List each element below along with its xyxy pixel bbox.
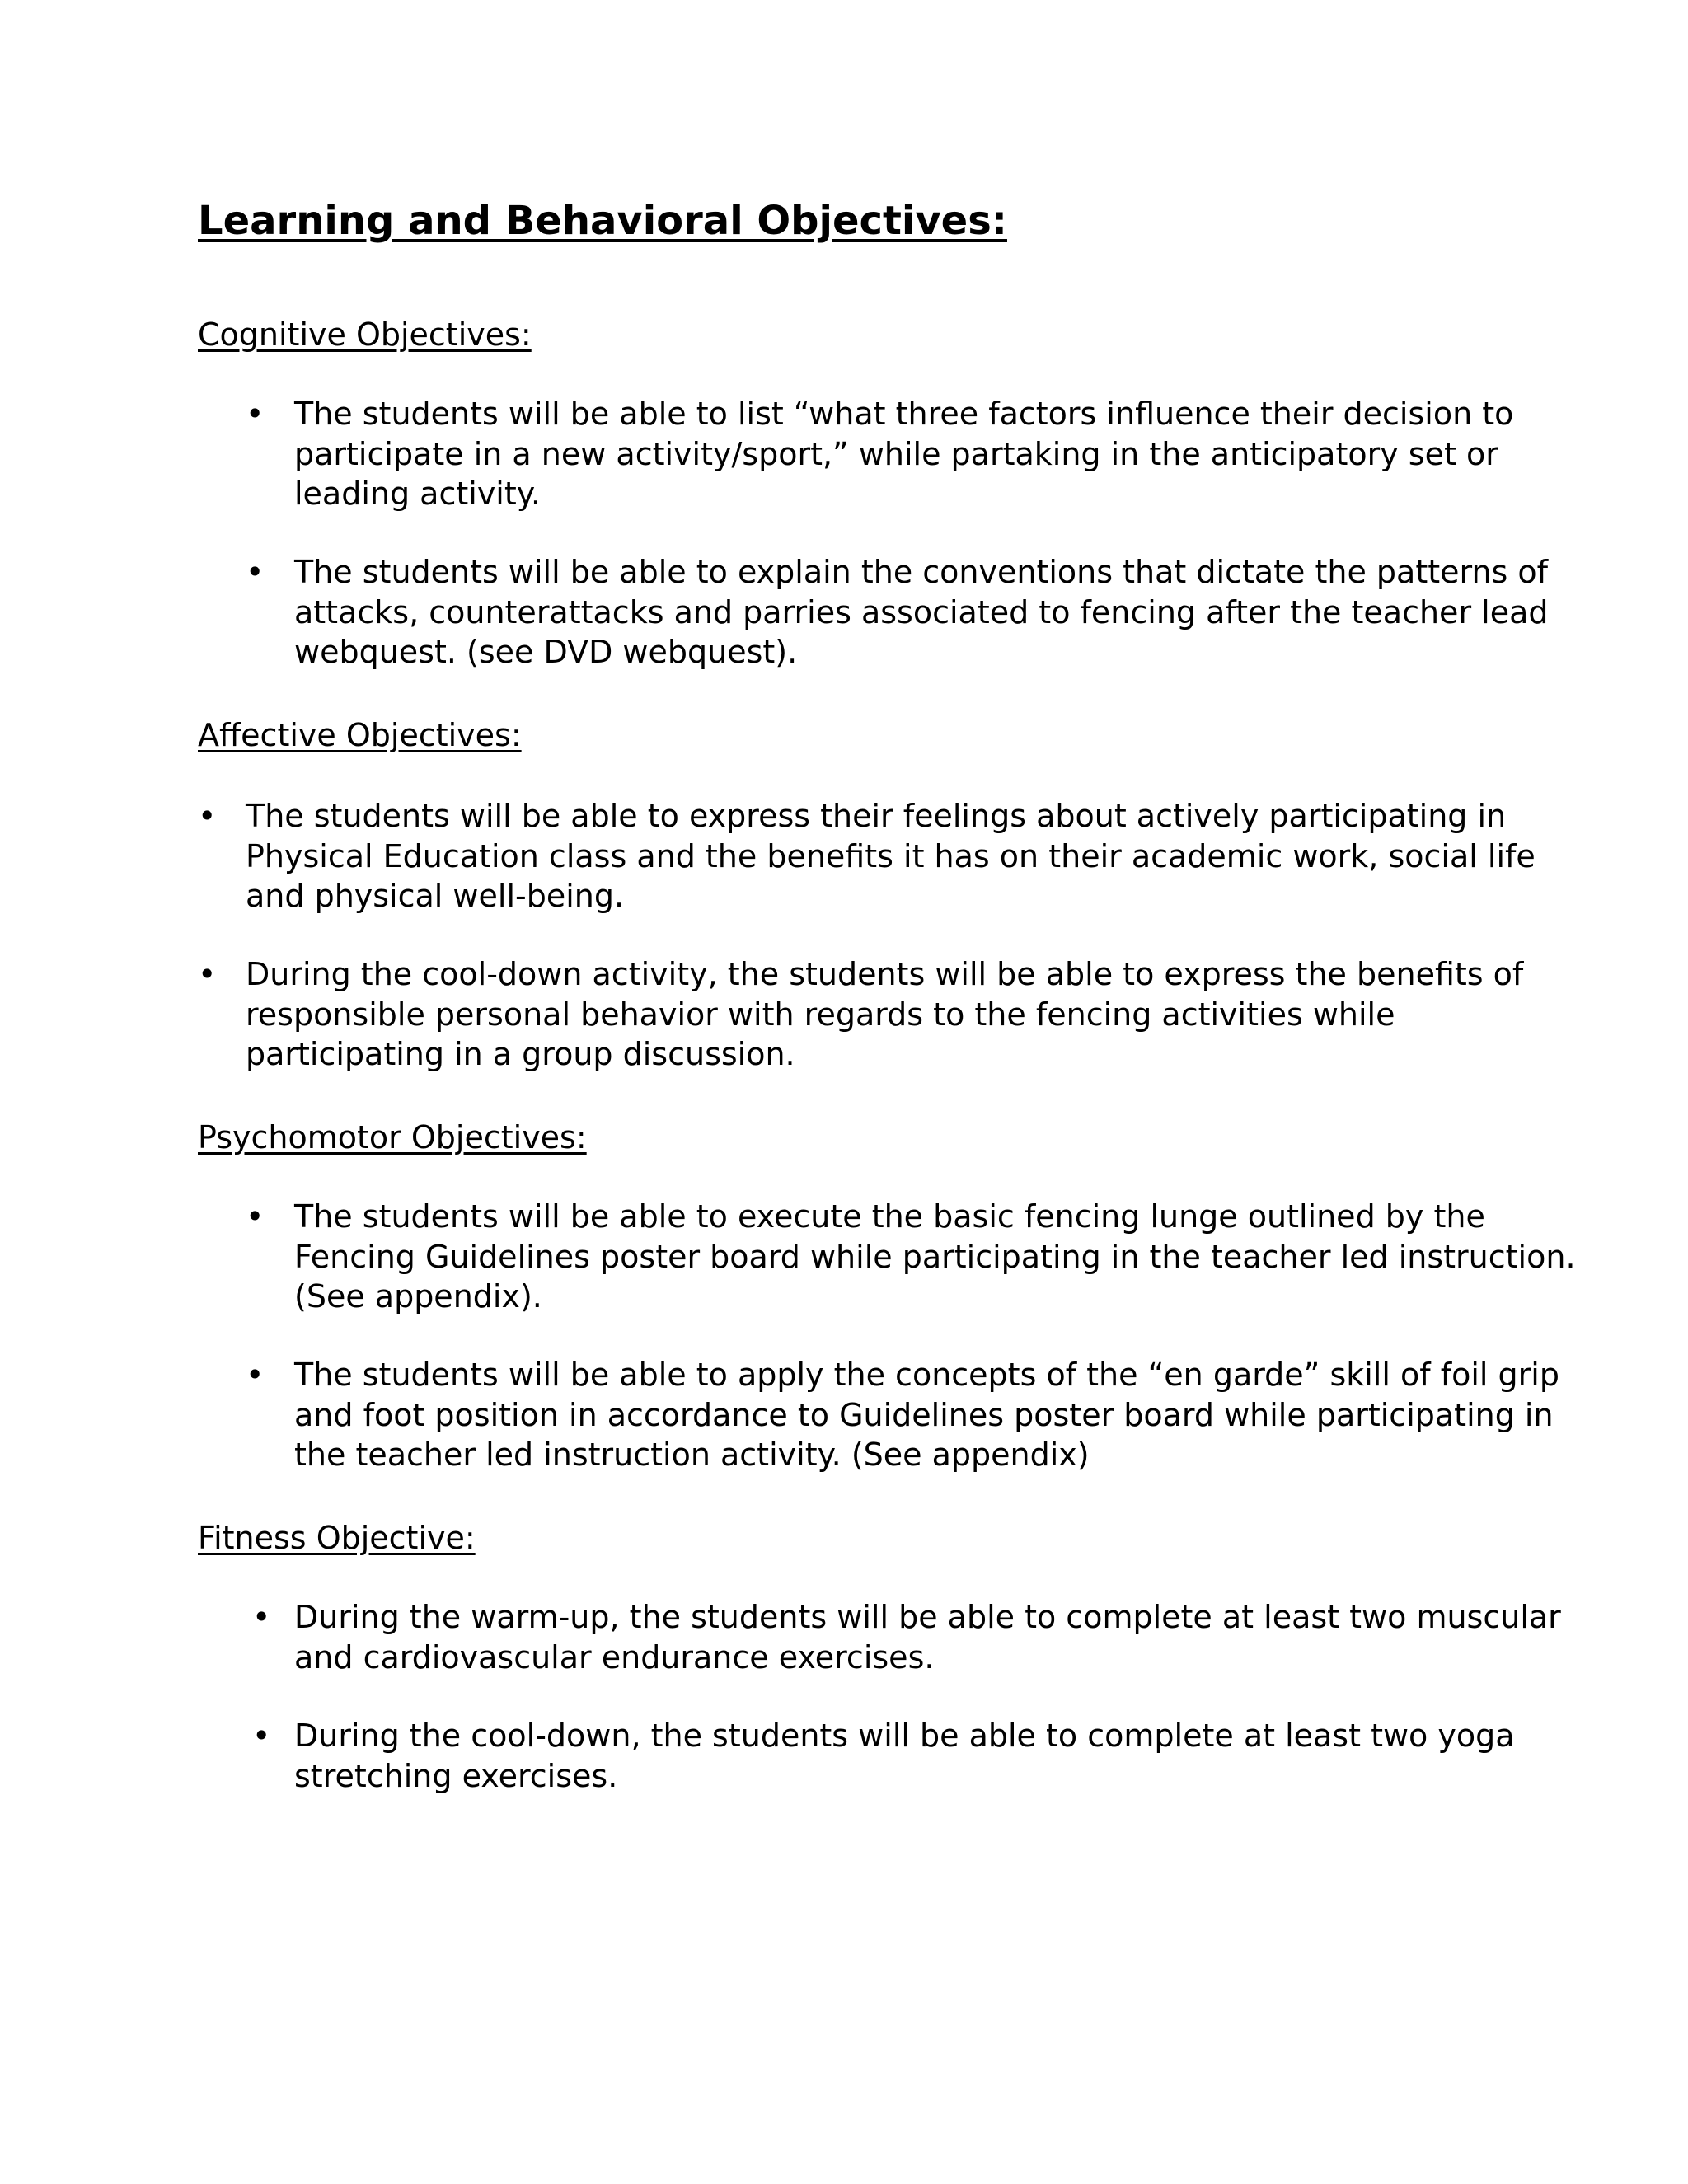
bullet-icon	[198, 954, 216, 995]
section-heading-cognitive: Cognitive Objectives:	[198, 316, 532, 353]
bullet-icon	[246, 394, 264, 434]
affective-objective-2: During the cool-down activity, the students will be able to express the benefits of responsible personal behavior with regards to the fencing activities while participating in a group discussion.	[246, 956, 1524, 1072]
section-heading-affective: Affective Objectives:	[198, 717, 522, 753]
page-title: Learning and Behavioral Objectives:	[198, 198, 1007, 244]
fitness-objective-2: During the cool-down, the students will be able to complete at least two yoga stretching exercises.	[294, 1718, 1515, 1794]
psychomotor-objective-1: The students will be able to execute the basic fencing lunge outlined by the Fencing Guidelines poster board while participating in the teacher led instruction. (See appendix).	[294, 1198, 1576, 1315]
cognitive-objective-2: The students will be able to explain the conventions that dictate the patterns of attacks, counterattacks and parries associated to fencing after the teacher lead webquest. (see DVD webquest).	[294, 554, 1549, 670]
section-heading-fitness: Fitness Objective:	[198, 1520, 476, 1556]
bullet-icon	[246, 552, 264, 593]
bullet-icon	[246, 1355, 264, 1395]
cognitive-objective-1: The students will be able to list “what three factors influence their decision to participate in a new activity/sport,” while partaking in the anticipatory set or leading activity.	[294, 396, 1514, 512]
bullet-icon	[198, 796, 216, 837]
fitness-objective-1: During the warm-up, the students will be able to complete at least two muscular and cardiovascular endurance exercises.	[294, 1599, 1561, 1675]
psychomotor-objective-2: The students will be able to apply the concepts of the “en garde” skill of foil grip and foot position in accordance to Guidelines poster board while participating in the teacher led instruction activity. (See appendix)	[294, 1357, 1559, 1473]
bullet-icon	[246, 1197, 264, 1237]
bullet-icon	[252, 1597, 270, 1638]
bullet-icon	[252, 1716, 270, 1756]
affective-objective-1: The students will be able to express their feelings about actively participating in Physical Education class and the benefits it has on their academic work, social life and physical well-being.	[246, 798, 1536, 914]
section-heading-psychomotor: Psychomotor Objectives:	[198, 1119, 587, 1155]
